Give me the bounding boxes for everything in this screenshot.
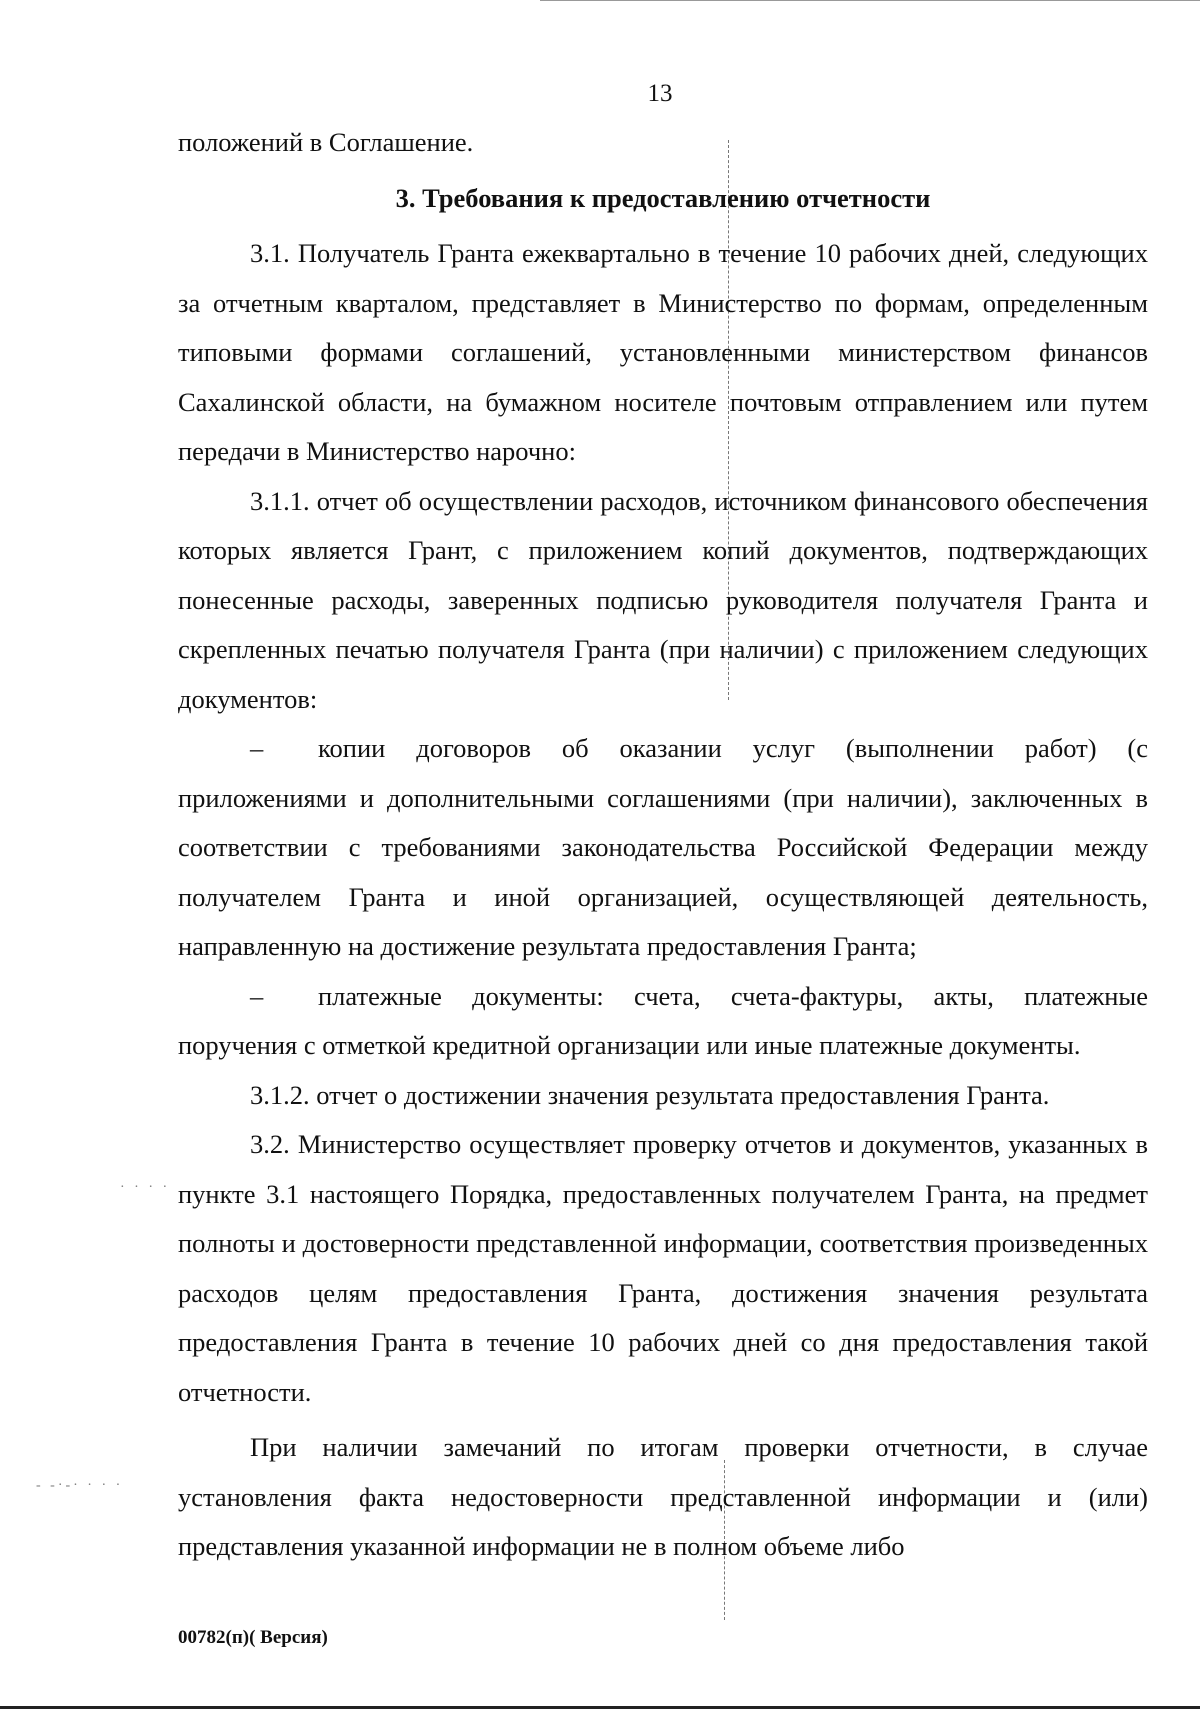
- list-item: [178, 972, 1148, 1071]
- paragraph-3-1-1: 3.1.1. отчет об осуществлении расходов, источником финансового обеспечения которых является Грант, с приложением копий документов, подтверждающих понесенные расходы, заверенных подписью руководителя получателя Гранта и скрепленных печатью получателя Гранта (при наличии) с приложением следующих документов:: [178, 485, 1148, 714]
- paragraph-3-1: 3.1. Получатель Гранта ежеквартально в течение 10 рабочих дней, следующих за отчетным кварталом, представляет в Министерство по формам, определенным типовыми формами соглашений, установленными министерством финансов Сахалинской области, на бумажном носителе почтовым отправлением или путем передачи в Министерство нарочно:: [178, 238, 1148, 466]
- document-body: [178, 118, 1148, 1572]
- list-dash: –: [250, 733, 264, 763]
- bottom-scan-edge: [0, 1706, 1200, 1709]
- list-item-text: платежные документы: счета, счета-фактуры, акты, платежные поручения с отметкой кредитной организации или иные платежные документы.: [178, 980, 1148, 1060]
- paragraph-remarks: При наличии замечаний по итогам проверки отчетности, в случае установления факта недостоверности представленной информации и (или) представления указанной информации не в полном объеме либо: [178, 1432, 1148, 1561]
- paragraph-3-1-2: 3.1.2. отчет о достижении значения результата предоставления Гранта.: [250, 1079, 1050, 1110]
- list-dash: –: [250, 980, 264, 1011]
- section-heading: 3. Требования к предоставлению отчетности: [395, 182, 931, 213]
- document-footer-code: 00782(п)( Версия): [178, 1627, 328, 1648]
- scan-artifact-dots: - -·-· · · ·: [36, 1478, 124, 1493]
- paragraph-continuation: положений в Соглашение.: [178, 127, 474, 157]
- list-item: [178, 724, 1148, 972]
- page-number: 13: [647, 80, 673, 107]
- scan-artifact-dots: · · · ·: [120, 1180, 171, 1195]
- paragraph-3-2: 3.2. Министерство осуществляет проверку отчетов и документов, указанных в пункте 3.1 настоящего Порядка, предоставленных получателем Гранта, на предмет полноты и достоверности представленной информации, соответствия произведенных расходов целям предоставления Гранта, достижения значения результата предоставления Гранта в течение 10 рабочих дней со дня предоставления такой отчетности.: [178, 1129, 1148, 1407]
- list-item-text: копии договоров об оказании услуг (выполнении работ) (с приложениями и дополнительными соглашениями (при наличии), заключенных в соответствии с требованиями законодательства Российской Федерации между получателем Гранта и иной организацией, осуществляющей деятельность, направленную на достижение результата предоставления Гранта;: [178, 733, 1148, 961]
- top-scan-edge: [540, 0, 1200, 1]
